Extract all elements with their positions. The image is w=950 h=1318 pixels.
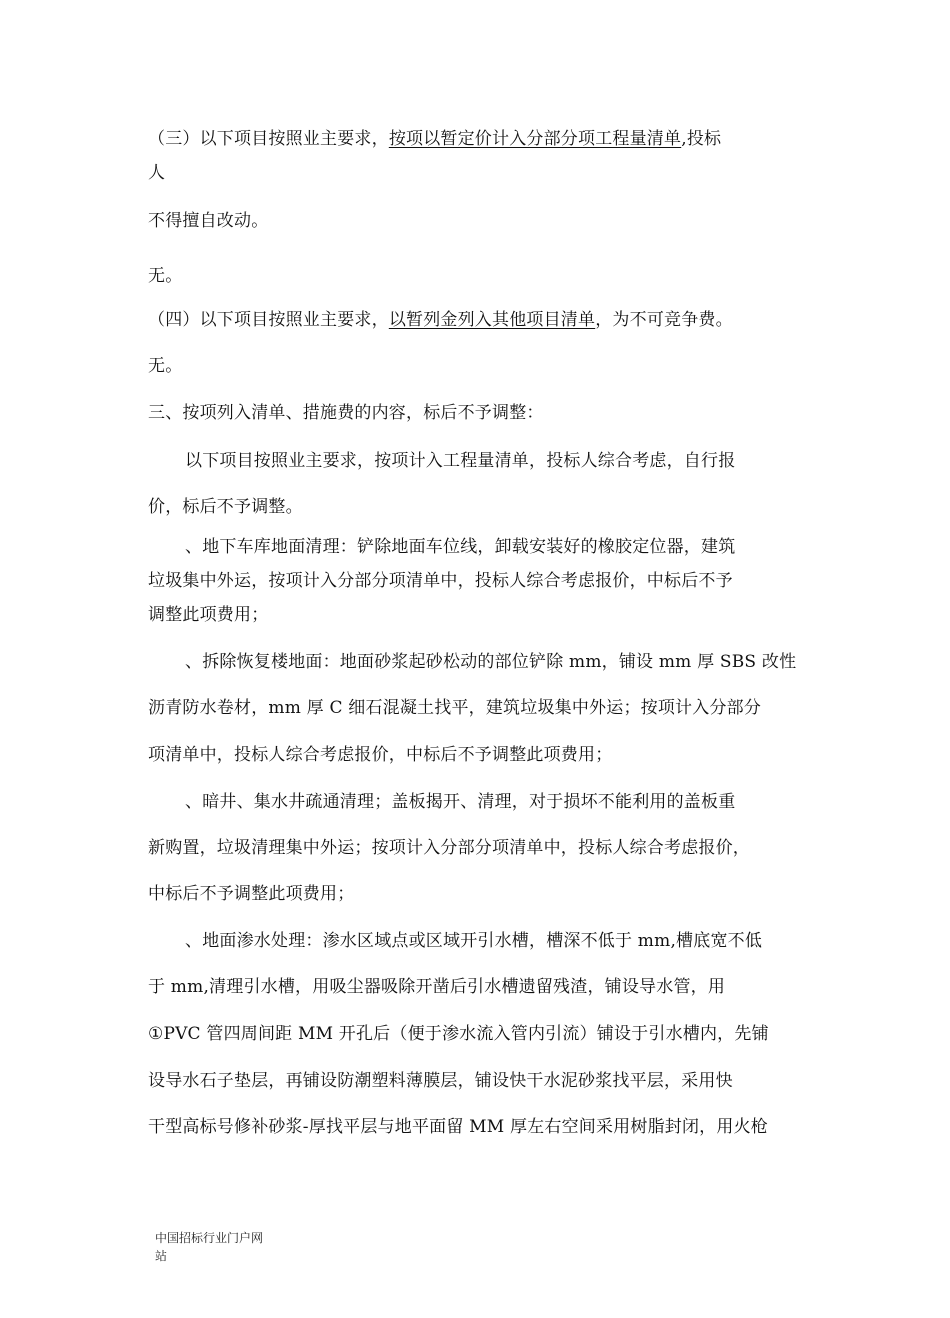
paragraph-3-tail: ,投标 <box>681 129 722 149</box>
paragraph-4-underlined: 以暂列金列入其他项目清单 <box>388 310 596 330</box>
item-4-line: 于 mm,清理引水槽，用吸尘器吸除开凿后引水槽遗留残渣，铺设导水管，用 <box>148 977 726 997</box>
paragraph-3-continuation: 不得擅自改动。 <box>148 211 269 231</box>
paragraph-3-underlined: 按项以暂定价计入分部分项工程量清单 <box>388 129 682 149</box>
paragraph-4-text: （四）以下项目按照业主要求， <box>148 310 389 330</box>
item-1-line: 调整此项费用； <box>148 605 269 625</box>
paragraph-4-tail: ，为不可竞争费。 <box>595 310 733 330</box>
item-2-line: 沥青防水卷材，mm 厚 C 细石混凝土找平，建筑垃圾集中外运；按项计入分部分 <box>148 698 762 718</box>
footer-source-line: 中国招标行业门户网 <box>155 1231 264 1245</box>
item-3-line: 、暗井、集水井疏通清理；盖板揭开、清理，对于损坏不能利用的盖板重 <box>185 792 736 812</box>
item-4-line: 、地面渗水处理：渗水区域点或区域开引水槽，槽深不低于 mm,槽底宽不低 <box>185 931 763 951</box>
item-3-line: 新购置，垃圾清理集中外运；按项计入分部分项清单中，投标人综合考虑报价， <box>148 838 750 858</box>
item-4-line: 干型高标号修补砂浆-厚找平层与地平面留 MM 厚左右空间采用树脂封闭，用火枪 <box>148 1117 768 1137</box>
paragraph-3-text: （三）以下项目按照业主要求， <box>148 129 389 149</box>
item-1-line: 垃圾集中外运，按项计入分部分项清单中，投标人综合考虑报价，中标后不予 <box>148 571 733 591</box>
item-2-line: 、拆除恢复楼地面：地面砂浆起砂松动的部位铲除 mm，铺设 mm 厚 SBS 改性 <box>185 652 797 672</box>
intro-line: 以下项目按照业主要求，按项计入工程量清单，投标人综合考虑，自行报 <box>185 451 736 471</box>
item-4-line: ①PVC 管四周间距 MM 开孔后（便于渗水流入管内引流）铺设于引水槽内，先铺 <box>148 1024 769 1044</box>
section-3-heading: 三、按项列入清单、措施费的内容，标后不予调整： <box>148 403 544 423</box>
item-1-line: 、地下车库地面清理：铲除地面车位线，卸载安装好的橡胶定位器，建筑 <box>185 537 736 557</box>
paragraph-3-none: 无。 <box>148 266 183 286</box>
item-2-line: 项清单中，投标人综合考虑报价，中标后不予调整此项费用； <box>148 745 613 765</box>
paragraph-4-line <box>148 309 733 331</box>
paragraph-3-wrap: 人 <box>148 163 166 183</box>
intro-line: 价，标后不予调整。 <box>148 497 303 517</box>
paragraph-3-line <box>148 128 721 150</box>
paragraph-4-none: 无。 <box>148 356 183 376</box>
item-3-line: 中标后不予调整此项费用； <box>148 884 355 904</box>
footer-source-line: 站 <box>155 1249 168 1263</box>
item-4-line: 设导水石子垫层，再铺设防潮塑料薄膜层，铺设快干水泥砂浆找平层，采用快 <box>148 1071 733 1091</box>
